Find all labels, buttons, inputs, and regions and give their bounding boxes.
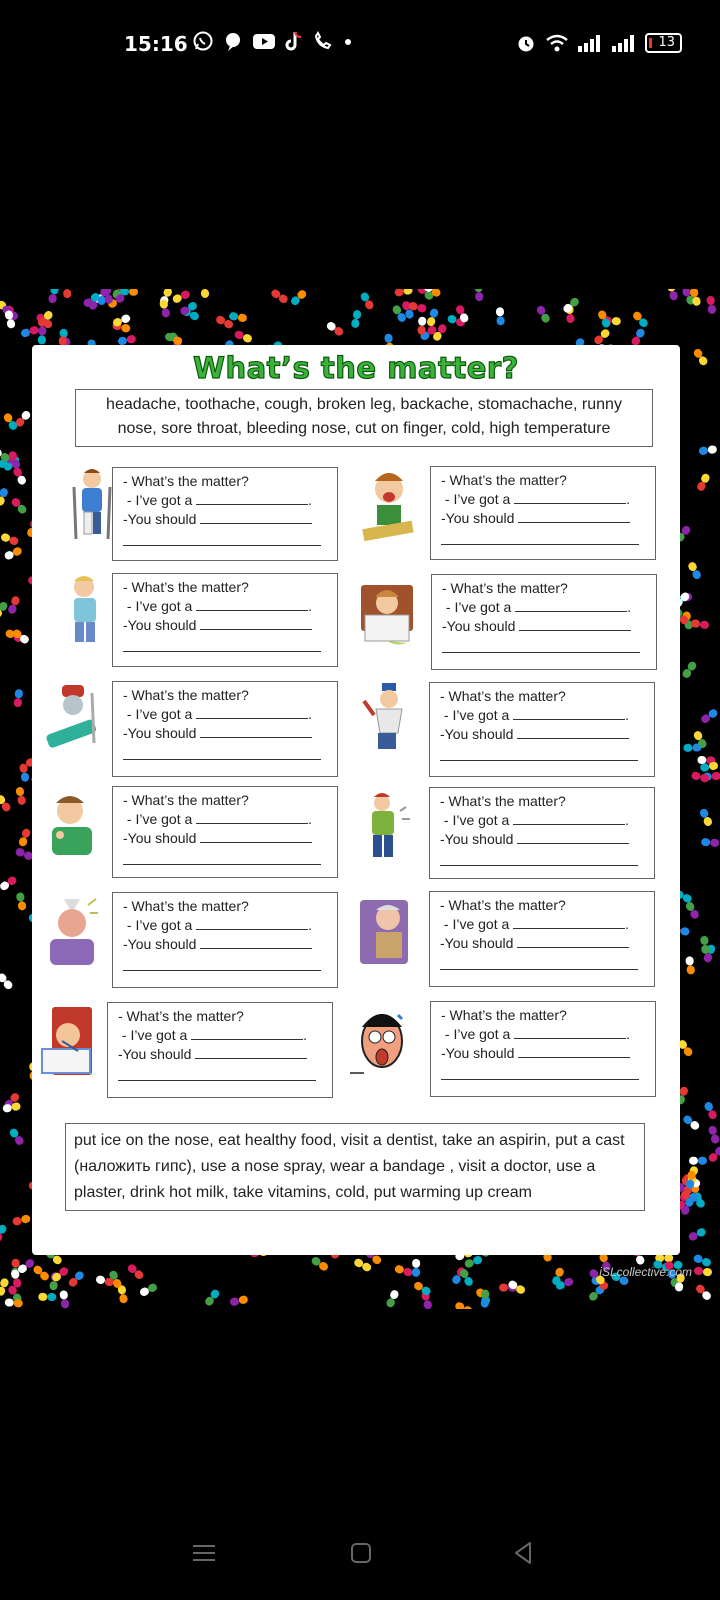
dialog-advice: -You should <box>123 830 197 846</box>
dialog-box: - What’s the matter? - I’ve got a . -You should <box>112 786 338 878</box>
advice-bank: put ice on the nose, eat healthy food, visit a dentist, take an aspirin, put a cast (наложить гипс), use a nose spray, wear a bandage , visit a doctor, use a plaster, drink hot milk, take vitamins, cold, put warming up cream <box>65 1123 645 1211</box>
answer-line[interactable] <box>123 850 321 865</box>
dialog-advice: -You should <box>118 1046 192 1062</box>
status-time: 15:16 <box>124 32 188 56</box>
dialog-advice: -You should <box>441 1045 515 1061</box>
dialog-box: - What’s the matter? - I’ve got a . -You should <box>429 891 655 987</box>
youtube-icon <box>252 30 276 52</box>
answer-line[interactable] <box>118 1066 316 1081</box>
dialog-question: - What’s the matter? <box>118 1008 244 1024</box>
dialog-answer: - I’ve got a <box>444 1026 511 1042</box>
man-in-bed-picture <box>357 575 417 651</box>
wifi-icon <box>545 32 569 54</box>
answer-line[interactable] <box>441 530 639 545</box>
answer-line[interactable] <box>123 531 321 546</box>
answer-line[interactable] <box>123 956 321 971</box>
dialog-box: - What’s the matter? - I’ve got a . -You should <box>112 681 338 777</box>
dialog-advice: -You should <box>123 511 197 527</box>
boy-nosebleed-picture <box>56 573 116 649</box>
worksheet-image[interactable] <box>0 289 720 1309</box>
dialog-advice: -You should <box>442 618 516 634</box>
dialog-box: - What’s the matter? - I’ve got a . -You should <box>430 1001 656 1097</box>
dialog-box: - What’s the matter? - I’ve got a . -You should <box>112 573 338 667</box>
child-temperature-picture <box>38 1005 98 1081</box>
dialog-box: - What’s the matter? - I’ve got a . -You should <box>107 1002 333 1098</box>
menu-icon[interactable] <box>189 1538 219 1568</box>
dialog-answer: - I’ve got a <box>445 599 512 615</box>
dot-icon <box>342 30 354 52</box>
answer-line[interactable] <box>442 638 640 653</box>
boy-sore-throat-picture <box>40 789 100 865</box>
answer-line[interactable] <box>440 955 638 970</box>
dialog-box: - What’s the matter? - I’ve got a . -You should <box>112 467 338 561</box>
dialog-advice: -You should <box>441 510 515 526</box>
dialog-answer: - I’ve got a <box>121 1027 188 1043</box>
dialog-answer: - I’ve got a <box>443 812 510 828</box>
dialog-answer: - I’ve got a <box>126 706 193 722</box>
dialog-answer: - I’ve got a <box>444 491 511 507</box>
dialog-advice: -You should <box>440 935 514 951</box>
answer-line[interactable] <box>440 851 638 866</box>
notification-icons <box>192 30 354 52</box>
battery-level: 13 <box>658 35 675 50</box>
dialog-box: - What’s the matter? - I’ve got a . -You should <box>429 787 655 879</box>
system-icons <box>515 32 682 54</box>
battery-icon <box>645 33 682 53</box>
answer-line[interactable] <box>123 637 321 652</box>
word-bank: headache, toothache, cough, broken leg, backache, stomachache, runny nose, sore throat, bleeding nose, cut on finger, cold, high temperature <box>75 389 653 447</box>
dialog-answer: - I’ve got a <box>126 598 193 614</box>
dialog-answer: - I’ve got a <box>443 707 510 723</box>
back-icon[interactable] <box>508 1538 538 1568</box>
dialog-question: - What’s the matter? <box>123 898 249 914</box>
dialog-box: - What’s the matter? - I’ve got a . -You should <box>112 892 338 988</box>
signal-icon <box>611 32 637 54</box>
boy-toothache-picture <box>357 467 417 543</box>
whatsapp-icon <box>192 30 214 52</box>
dialog-answer: - I’ve got a <box>126 811 193 827</box>
missed-call-icon <box>312 30 334 52</box>
dialog-advice: -You should <box>123 617 197 633</box>
dialog-question: - What’s the matter? <box>441 472 567 488</box>
dialog-box: - What’s the matter? - I’ve got a . -You should <box>431 574 657 670</box>
signal-icon <box>577 32 603 54</box>
chat-bubble-icon <box>222 30 244 52</box>
status-bar <box>0 0 720 90</box>
watermark: iSLcollective.com <box>599 1265 692 1279</box>
dialog-question: - What’s the matter? <box>440 688 566 704</box>
worksheet-title: What’s the matter? <box>192 351 520 385</box>
dialog-box: - What’s the matter? - I’ve got a . -You should <box>429 682 655 777</box>
man-cold-picture <box>40 683 100 759</box>
navigation-bar <box>0 1520 720 1590</box>
answer-line[interactable] <box>123 745 321 760</box>
dialog-advice: -You should <box>123 936 197 952</box>
dialog-question: - What’s the matter? <box>440 793 566 809</box>
dialog-answer: - I’ve got a <box>126 917 193 933</box>
sick-face-picture <box>350 1003 410 1079</box>
dialog-advice: -You should <box>440 831 514 847</box>
home-icon[interactable] <box>346 1538 376 1568</box>
dialog-question: - What’s the matter? <box>123 792 249 808</box>
dialog-advice: -You should <box>440 726 514 742</box>
dialog-question: - What’s the matter? <box>123 687 249 703</box>
dialog-answer: - I’ve got a <box>126 492 193 508</box>
answer-line[interactable] <box>440 746 638 761</box>
dialog-question: - What’s the matter? <box>123 473 249 489</box>
dialog-answer: - I’ve got a <box>443 916 510 932</box>
dialog-question: - What’s the matter? <box>440 897 566 913</box>
dialog-question: - What’s the matter? <box>123 579 249 595</box>
boy-stomachache-picture <box>358 791 418 867</box>
worksheet-paper <box>32 345 680 1255</box>
old-man-cough-picture <box>354 892 414 968</box>
dialog-advice: -You should <box>123 725 197 741</box>
alarm-icon <box>515 32 537 54</box>
tiktok-icon <box>284 30 304 52</box>
dialog-question: - What’s the matter? <box>441 1007 567 1023</box>
dialog-box: - What’s the matter? - I’ve got a . -You should <box>430 466 656 560</box>
man-headache-picture <box>42 895 102 971</box>
man-backache-picture <box>356 681 416 757</box>
dialog-question: - What’s the matter? <box>442 580 568 596</box>
answer-line[interactable] <box>441 1065 639 1080</box>
